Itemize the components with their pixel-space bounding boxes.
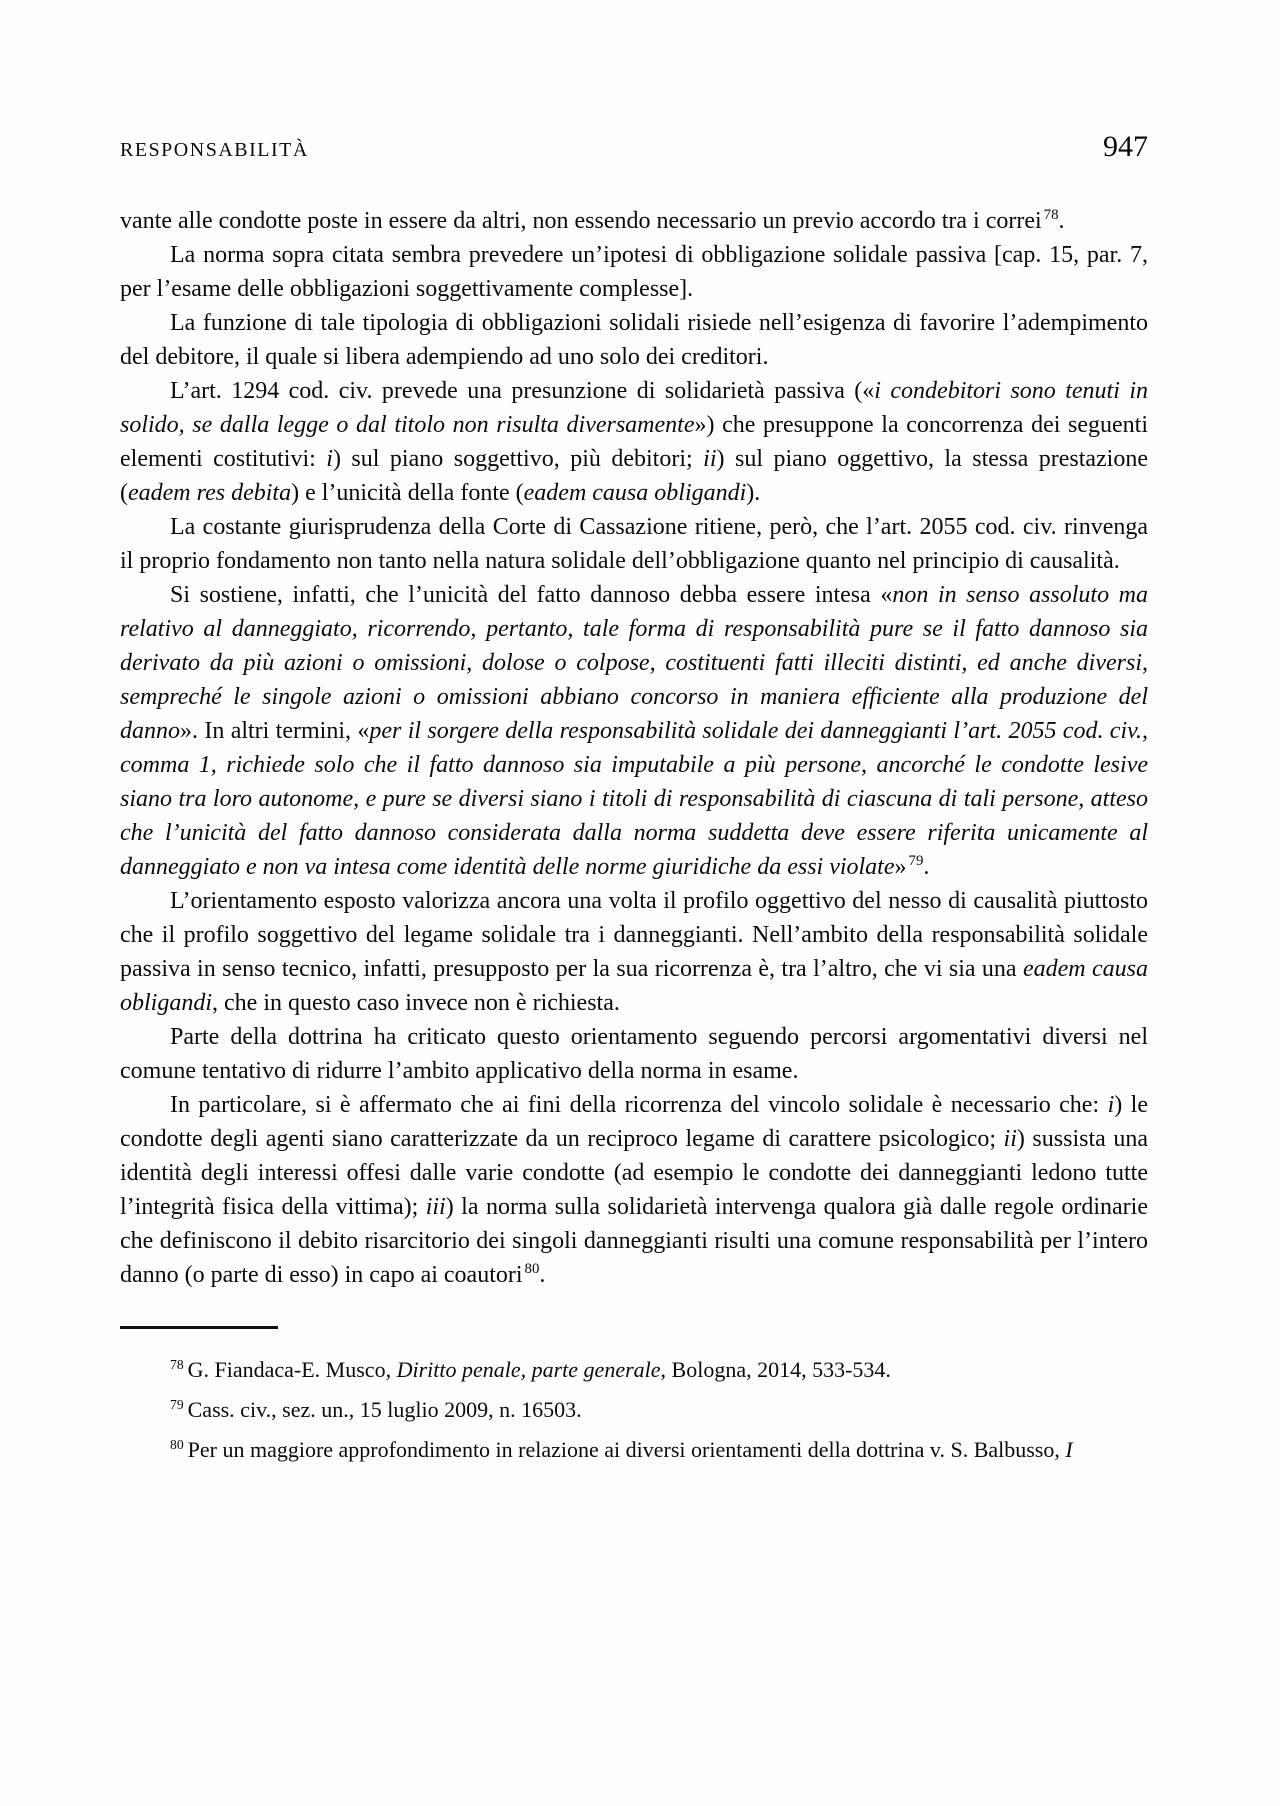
text-run: ). — [746, 480, 761, 506]
text-run: ) sussista una identità degli interessi offesi dalle varie condotte (ad esempio le condotte dei danneggianti ledono tutte l’integrità fisica della vittima); — [120, 1126, 1148, 1220]
footnote — [120, 1435, 1148, 1464]
footnote-ref: 80 — [524, 1261, 540, 1277]
running-head: RESPONSABILITÀ — [120, 139, 309, 161]
text-run: Per un maggiore approfondimento in relazione ai diversi orientamenti della dottrina v. S. Balbusso, — [187, 1437, 1066, 1462]
text-run: Parte della dottrina ha criticato questo orientamento seguendo percorsi argomentativi diversi nel comune tentativo di ridurre l’ambito applicativo della norma in esame. — [120, 1024, 1148, 1084]
body-paragraph — [120, 238, 1148, 306]
footnote-number: 79 — [170, 1396, 184, 1412]
body-paragraph — [120, 1020, 1148, 1088]
text-run-italic: eadem causa obligandi — [523, 480, 747, 506]
text-run: In particolare, si è affermato che ai fini della ricorrenza del vincolo solidale è necessario che: — [170, 1092, 1108, 1118]
text-run: , Bologna, 2014, 533-534. — [660, 1357, 891, 1382]
text-run-italic: ii — [703, 446, 717, 472]
text-run-italic: i condebitori sono tenuti in solido, se dalla legge o dal titolo non risulta diversamente — [120, 378, 1148, 438]
footnote-separator — [120, 1326, 278, 1329]
text-run-italic: i — [1107, 1092, 1115, 1118]
text-run-italic: per il sorgere della responsabilità solidale dei danneggianti l’art. 2055 cod. civ., comma 1, richiede solo che il fatto dannoso sia imputabile a più persone, ancorché le condotte lesive siano tra loro autonome, e pure se diversi siano i titoli di responsabilità di ciascuna di tali persone, atteso che l’unicità del fatto dannoso considerata dalla norma suddetta deve essere riferita unicamente al danneggiato e non va intesa come identità delle norme giuridiche da essi violate — [120, 718, 1148, 880]
footnote-number: 80 — [170, 1436, 184, 1452]
text-run-italic: I — [1065, 1437, 1073, 1462]
text-run-italic: eadem res debita — [128, 480, 292, 506]
text-run: Cass. civ., sez. un., 15 luglio 2009, n. 16503. — [187, 1397, 582, 1422]
body-paragraph — [120, 374, 1148, 510]
text-run-italic: iii — [425, 1194, 446, 1220]
text-run: ) sul piano soggettivo, più debitori; — [332, 446, 704, 472]
body-paragraph — [120, 204, 1148, 238]
footnote — [120, 1395, 1148, 1424]
body-paragraph — [120, 306, 1148, 374]
body-paragraph — [120, 884, 1148, 1020]
text-run: ) e l’unicità della fonte ( — [291, 480, 524, 506]
text-run: vante alle condotte poste in essere da altri, non essendo necessario un previo accordo tra i correi — [120, 208, 1042, 234]
text-run: » — [894, 854, 907, 880]
footnote-ref: 79 — [908, 853, 924, 869]
text-run: ) le condotte degli agenti siano caratterizzate da un reciproco legame di carattere psicologico; — [120, 1092, 1149, 1152]
text-run: Si sostiene, infatti, che l’unicità del fatto dannoso debba essere intesa « — [170, 582, 893, 608]
text-run: ». In altri termini, « — [180, 718, 370, 744]
text-run: . — [1058, 208, 1065, 234]
footnote-number: 78 — [170, 1356, 184, 1372]
text-run-italic: ii — [1003, 1126, 1017, 1152]
text-run-italic: eadem causa obligandi — [120, 956, 1148, 1016]
text-run: G. Fiandaca-E. Musco, — [187, 1357, 397, 1382]
text-run: , che in questo caso invece non è richiesta. — [212, 990, 620, 1016]
text-run: ) sul piano oggettivo, la stessa prestazione ( — [120, 446, 1148, 506]
page-header — [120, 130, 1148, 164]
text-run-italic: non in senso assoluto ma relativo al danneggiato, ricorrendo, pertanto, tale forma di responsabilità pure se il fatto dannoso sia derivato da più azioni o omissioni, dolose o colpose, costituenti fatti illeciti distinti, ed anche diversi, sempreché le singole azioni o omissioni abbiano concorso in maniera efficiente alla produzione del danno — [120, 582, 1148, 744]
text-run-italic: i — [326, 446, 333, 472]
page-number: 947 — [1103, 130, 1148, 163]
text-run: La funzione di tale tipologia di obbligazioni solidali risiede nell’esigenza di favorire l’adempimento del debitore, il quale si libera adempiendo ad uno solo dei creditori. — [120, 310, 1148, 370]
body-paragraph — [120, 510, 1148, 578]
text-run: La costante giurisprudenza della Corte di Cassazione ritiene, però, che l’art. 2055 cod. civ. rinvenga il proprio fondamento non tanto nella natura solidale dell’obbligazione quanto nel principio di causalità. — [120, 514, 1148, 574]
footnotes — [120, 1355, 1148, 1464]
text-run: L’orientamento esposto valorizza ancora una volta il profilo oggettivo del nesso di causalità piuttosto che il profilo soggettivo del legame solidale tra i danneggianti. Nell’ambito della responsabilità solidale passiva in senso tecnico, infatti, presupposto per la sua ricorrenza è, tra l’altro, che vi sia una — [120, 888, 1148, 982]
body-text — [120, 204, 1148, 1292]
body-paragraph — [120, 578, 1148, 884]
text-run: ») che presuppone la concorrenza dei seguenti elementi costitutivi: — [120, 412, 1148, 472]
text-run-italic: Diritto penale, parte generale — [396, 1357, 661, 1382]
text-run: . — [923, 854, 930, 880]
text-run: L’art. 1294 cod. civ. prevede una presunzione di solidarietà passiva (« — [170, 378, 875, 404]
text-run: . — [539, 1262, 546, 1288]
footnote-ref: 78 — [1043, 207, 1059, 223]
text-run: ) la norma sulla solidarietà intervenga qualora già dalle regole ordinarie che definiscono il debito risarcitorio dei singoli danneggianti risulti una comune responsabilità per l’intero danno (o parte di esso) in capo ai coautori — [120, 1194, 1148, 1288]
body-paragraph — [120, 1088, 1148, 1292]
footnote — [120, 1355, 1148, 1384]
text-run: La norma sopra citata sembra prevedere un’ipotesi di obbligazione solidale passiva [cap. 15, par. 7, per l’esame delle obbligazioni soggettivamente complesse]. — [120, 242, 1148, 302]
